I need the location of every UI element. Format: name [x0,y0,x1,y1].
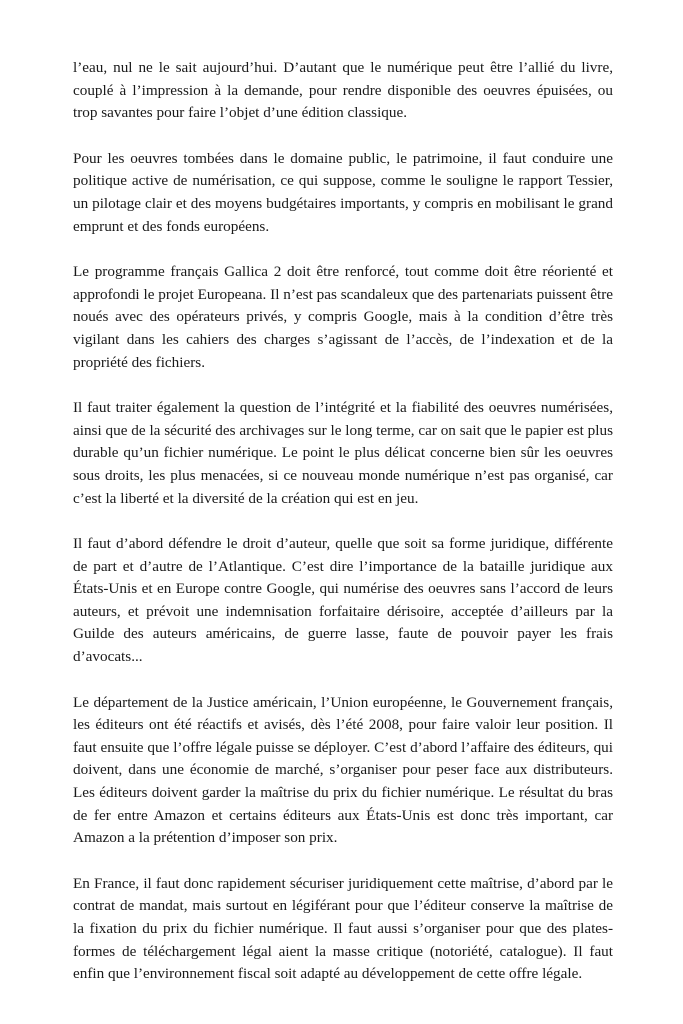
paragraph-7: En France, il faut donc rapidement sécuriser juridiquement cette maîtrise, d’abord par le contrat de mandat, mais surtout en légiférant pour que l’éditeur conserve la maîtrise de la fixation du prix du fichier numérique. Il faut aussi s’organiser pour que des plates-formes de téléchargement légal aient la masse critique (notoriété, catalogue). Il faut enfin que l’environnement fiscal soit adapté au développement de cette offre légale. [73,874,613,983]
paragraph-6: Le département de la Justice américain, l’Union européenne, le Gouvernement français, les éditeurs ont été réactifs et avisés, dès l’été 2008, pour faire valoir leur position. Il faut ensuite que l’offre légale puisse se déployer. C’est d’abord l’affaire des éditeurs, qui doivent, dans une économie de marché, s’organiser pour peser face aux distributeurs. Les éditeurs doivent garder la maîtrise du prix du fichier numérique. Le résultat du bras de fer entre Amazon et certains éditeurs aux États-Unis est donc très important, car Amazon a la prétention d’imposer son prix. [73,693,613,847]
paragraph-4: Il faut traiter également la question de l’intégrité et la fiabilité des oeuvres numérisées, ainsi que de la sécurité des archivages sur le long terme, car on sait que le papier est plus durable qu’un fichier numérique. Le point le plus délicat concerne bien sûr les oeuvres sous droits, les plus menacées, si ce nouveau monde numérique n’est pas organisé, car c’est la liberté et la diversité de la création qui est en jeu. [73,399,613,507]
paragraph-1: l’eau, nul ne le sait aujourd’hui. D’autant que le numérique peut être l’allié du livre, couplé à l’impression à la demande, pour rendre disponible des oeuvres épuisées, ou trop savantes pour faire l’objet d’une édition classique. [73,59,613,122]
paragraph-3: Le programme français Gallica 2 doit être renforcé, tout comme doit être réorienté et approfondi le projet Europeana. Il n’est pas scandaleux que des partenariats puissent être noués avec des opérateurs privés, y compris Google, mais à la condition d’être très vigilant dans les cahiers des charges s’agissant de l’accès, de l’indexation et de la propriété des fichiers. [73,263,613,371]
document-page [73,57,613,1009]
paragraph-5: Il faut d’abord défendre le droit d’auteur, quelle que soit sa forme juridique, différente de part et d’autre de l’Atlantique. C’est dire l’importance de la bataille juridique aux États-Unis et en Europe contre Google, qui numérise des oeuvres sans l’accord de leurs auteurs, et prévoit une indemnisation forfaitaire dérisoire, acceptée d’ailleurs par la Guilde des auteurs américains, de guerre lasse, faute de pouvoir payer les frais d’avocats... [73,535,613,666]
paragraph-2: Pour les oeuvres tombées dans le domaine public, le patrimoine, il faut conduire une politique active de numérisation, ce qui suppose, comme le souligne le rapport Tessier, un pilotage clair et des moyens budgétaires importants, y compris en mobilisant le grand emprunt et des fonds européens. [73,149,613,235]
